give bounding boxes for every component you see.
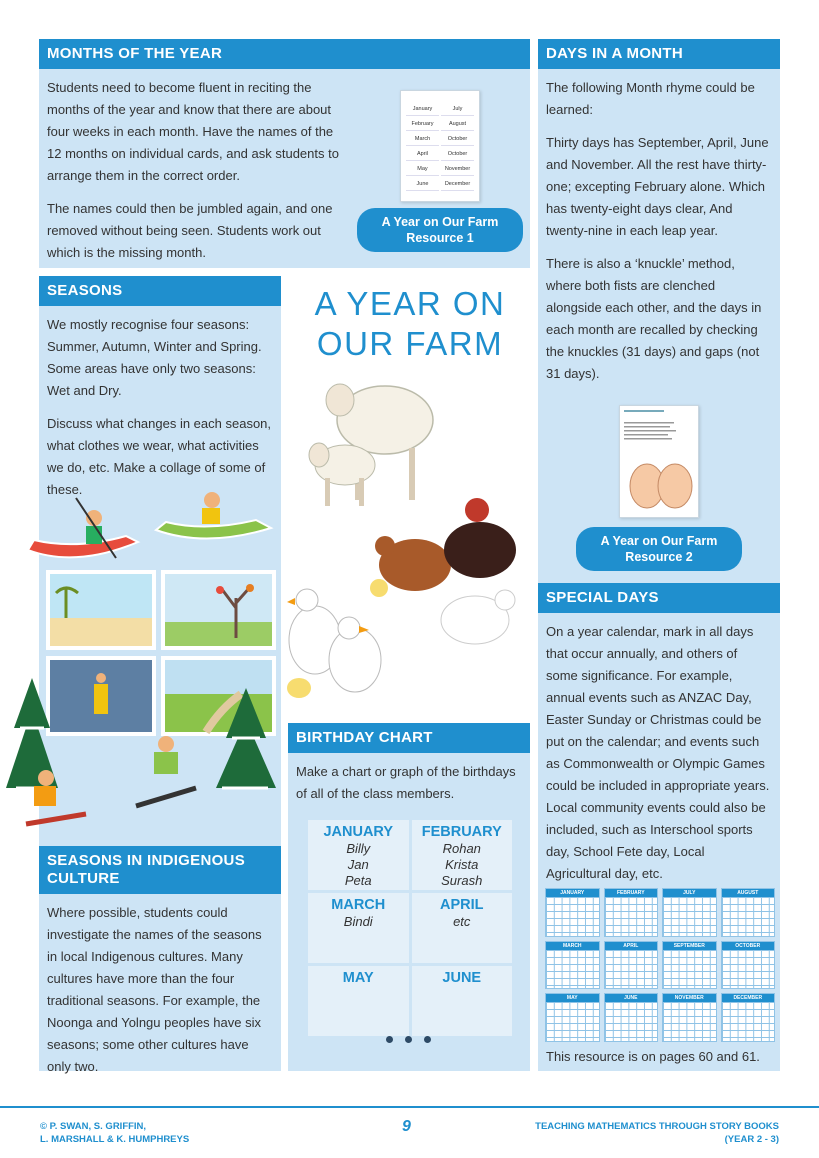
birthday-student-name: Billy: [346, 841, 371, 856]
calendar-month: [545, 993, 600, 1042]
calendar-day-grid: [722, 1002, 775, 1041]
birthday-cell-february: [412, 820, 513, 890]
footer-book-title: [535, 1120, 779, 1146]
calendar-month: [662, 941, 717, 990]
calendar-month-label: JULY: [663, 889, 716, 897]
calendar-month-label: DECEMBER: [722, 994, 775, 1002]
footer-copyright-line-1: © P. SWAN, S. GRIFFIN,: [40, 1121, 147, 1132]
calendar-month: [604, 888, 659, 937]
special-days-heading: SPECIAL DAYS: [538, 583, 780, 613]
calendar-day-grid: [546, 950, 599, 989]
kayaker-red-illustration: [28, 498, 138, 558]
dot: [386, 1036, 393, 1043]
ducks-illustration: [287, 589, 381, 698]
calendar-day-grid: [722, 897, 775, 936]
calendar-month-label: FEBRUARY: [605, 889, 658, 897]
calendar-month-label: MARCH: [546, 942, 599, 950]
calendar-month-label: OCTOBER: [722, 942, 775, 950]
resource-2-label-line-2: Resource 2: [625, 550, 693, 564]
beach-photo: [46, 570, 156, 650]
indigenous-seasons-para: Where possible, students could investigate the names of the seasons in local Indigenous cultures. Many cultures have more than the four traditional seasons. For example, the Noonga and Yolngu peoples have six seasons; some other cultures have only two.: [47, 905, 262, 1074]
rain-photo: [46, 656, 156, 736]
footer-copyright: [40, 1120, 189, 1146]
seasons-para-2: Discuss what changes in each season, what clothes we wear, what activities we do, etc. Make a collage of some of these.: [47, 416, 272, 497]
calendar-day-grid: [663, 897, 716, 936]
footer-book-title-line-1: TEACHING MATHEMATICS THROUGH STORY BOOKS: [535, 1121, 779, 1132]
sheet-month-card: April: [406, 148, 439, 161]
footer-book-title-line-2: (YEAR 2 - 3): [724, 1134, 779, 1145]
sheet-month-card: July: [441, 103, 474, 116]
sheet-month-card: December: [441, 178, 474, 191]
knuckle-method-illustration: [620, 406, 700, 519]
dot: [424, 1036, 431, 1043]
resource-1-thumbnail: [400, 90, 480, 202]
calendar-day-grid: [605, 950, 658, 989]
seasons-para-1: We mostly recognise four seasons: Summer, Autumn, Winter and Spring. Some areas have only two seasons: Wet and Dry.: [47, 317, 262, 398]
page-footer: [0, 1106, 819, 1158]
birthday-student-name: Peta: [344, 873, 372, 888]
months-of-year-para-2: The names could then be jumbled again, and one removed without being seen. Students work out which is the missing month.: [47, 201, 333, 260]
footer-copyright-line-2: L. MARSHALL & K. HUMPHREYS: [40, 1134, 190, 1145]
birthday-student-name: Bindi: [343, 914, 373, 929]
calendar-month: [604, 941, 659, 990]
sheep-illustration: [309, 384, 433, 506]
days-in-month-para-2: Thirty days has September, April, June and November. All the rest have thirty-one; excepting February alone. Which has twenty-eight days clear, And twenty-nine in each leap year.: [546, 135, 769, 238]
calendar-day-grid: [722, 950, 775, 989]
calendar-month-label: APRIL: [605, 942, 658, 950]
calendar-month-label: JUNE: [605, 994, 658, 1002]
birthday-cell-april: [412, 893, 513, 963]
sheet-month-card: May: [406, 163, 439, 176]
indigenous-heading-line-2: CULTURE: [47, 870, 120, 887]
calendar-day-grid: [546, 1002, 599, 1041]
months-of-year-heading: MONTHS OF THE YEAR: [39, 39, 530, 69]
birthday-student-name: Krista: [445, 857, 479, 872]
birthday-chart-grid: [308, 820, 512, 1030]
sheet-month-card: October: [441, 133, 474, 146]
days-in-month-para-3: There is also a ‘knuckle’ method, where both fists are clenched alongside each other, and the days in each month are recalled by checking the knuckles (31 days) and gaps (not 31 days).: [546, 256, 762, 381]
more-indicator-dots: [386, 1036, 431, 1043]
birthday-student-name: Surash: [441, 873, 483, 888]
sheet-month-card: November: [441, 163, 474, 176]
indigenous-heading-line-1: SEASONS IN INDIGENOUS: [47, 852, 245, 869]
calendar-day-grid: [663, 950, 716, 989]
calendar-month: [604, 993, 659, 1042]
calendar-month-label: SEPTEMBER: [663, 942, 716, 950]
birthday-cell-june: [412, 966, 513, 1036]
sheet-month-card: January: [406, 103, 439, 116]
birthday-cell-march: [308, 893, 409, 963]
calendar-month-label: AUGUST: [722, 889, 775, 897]
seasons-collage: [6, 488, 286, 848]
calendar-day-grid: [663, 1002, 716, 1041]
calendar-month-label: MAY: [546, 994, 599, 1002]
year-calendar-thumbnail: [545, 888, 775, 1042]
birthday-chart-heading: BIRTHDAY CHART: [288, 723, 530, 753]
birthday-student-name: etc: [453, 914, 471, 929]
sheet-month-card: October: [441, 148, 474, 161]
resource-2-thumbnail: [619, 405, 699, 518]
resource-2-label-line-1: A Year on Our Farm: [600, 534, 718, 548]
resource-1-label-line-2: Resource 1: [406, 231, 474, 245]
sheet-month-card: March: [406, 133, 439, 146]
page-title: [290, 284, 530, 364]
page-title-line-1: A YEAR ON: [314, 285, 506, 322]
calendar-month: [545, 888, 600, 937]
birthday-month-label: MAY: [342, 970, 374, 986]
page-title-line-2: OUR FARM: [316, 325, 504, 362]
birthday-month-label: APRIL: [440, 897, 484, 913]
calendar-month: [721, 941, 776, 990]
autumn-tree-photo: [161, 570, 276, 650]
birthday-month-label: FEBRUARY: [421, 824, 502, 840]
page-number: 9: [402, 1118, 411, 1135]
birthday-month-label: JUNE: [442, 970, 482, 986]
special-days-note: This resource is on pages 60 and 61.: [546, 1049, 760, 1064]
birthday-month-label: JANUARY: [323, 824, 394, 840]
sheet-month-card: August: [441, 118, 474, 131]
farm-animals-illustration: [285, 370, 535, 710]
months-of-year-para-1: Students need to become fluent in reciting the months of the year and know that there are about four weeks in each month. Have the names of the 12 months on individual cards, and ask students to arrange them in the correct order.: [47, 80, 339, 183]
calendar-month-label: JANUARY: [546, 889, 599, 897]
sheet-month-card: June: [406, 178, 439, 191]
calendar-day-grid: [546, 897, 599, 936]
sheet-month-card: February: [406, 118, 439, 131]
birthday-student-name: Rohan: [442, 841, 481, 856]
calendar-month-label: NOVEMBER: [663, 994, 716, 1002]
seasons-heading: SEASONS: [39, 276, 281, 306]
indigenous-seasons-heading: [39, 846, 281, 894]
birthday-chart-intro: Make a chart or graph of the birthdays of all of the class members.: [296, 764, 516, 801]
chickens-illustration: [370, 498, 516, 644]
calendar-month: [662, 993, 717, 1042]
calendar-day-grid: [605, 1002, 658, 1041]
calendar-month: [662, 888, 717, 937]
calendar-month: [721, 993, 776, 1042]
calendar-month: [721, 888, 776, 937]
resource-1-label-line-1: A Year on Our Farm: [381, 215, 499, 229]
calendar-day-grid: [605, 897, 658, 936]
days-in-month-para-1: The following Month rhyme could be learned:: [546, 80, 755, 117]
resource-2-button[interactable]: [576, 527, 742, 571]
birthday-month-label: MARCH: [331, 897, 386, 913]
resource-1-button[interactable]: [357, 208, 523, 252]
indigenous-seasons-panel: [39, 846, 281, 1074]
days-in-month-heading: DAYS IN A MONTH: [538, 39, 780, 69]
kayaker-green-illustration: [156, 492, 271, 539]
special-days-para-1: On a year calendar, mark in all days that occur annually, and others of some significance. For example, annual events such as ANZAC Day, Easter Sunday or Christmas could be put on the calendar; and events such as Commonwealth or Olympic Games could be included in appropriate years. Local community events could also be included, such as Interschool sports day, School Fete day, Local Agricultural day, etc.: [546, 624, 770, 881]
calendar-month: [545, 941, 600, 990]
birthday-cell-january: [308, 820, 409, 890]
birthday-cell-may: [308, 966, 409, 1036]
birthday-student-name: Jan: [347, 857, 369, 872]
dot: [405, 1036, 412, 1043]
snowboarder-green-illustration: [136, 736, 196, 806]
